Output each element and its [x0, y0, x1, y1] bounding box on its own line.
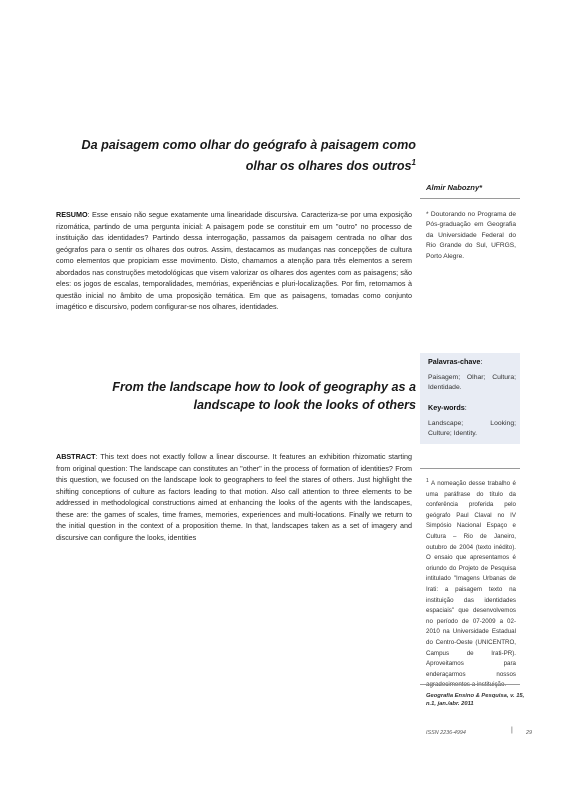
- abstract-pt-label: RESUMO: [56, 210, 88, 219]
- abstract-en: [56, 451, 412, 543]
- footnote-mark: 1: [426, 478, 429, 484]
- article-title-en: From the landscape how to look of geography as a landscape to look the looks of others: [112, 380, 416, 412]
- abstract-pt: [56, 209, 412, 313]
- journal-issn: ISSN 2236-4994: [426, 730, 466, 736]
- abstract-pt-text: : Esse ensaio não segue exatamente uma linearidade discursiva. Caracteriza-se por uma exposição rizomática, partindo de uma pergunta inicial: A paisagem pode se constituir em um "outro" no processo de instituição das identidades? Partindo dessa interrogação, passamos da paisagem centrada no olhar dos geógrafos para o sentir os olhares dos outros. Assim, destacamos as mudanças nas concepções de cultura como elementos que propiciam esse movimento. Disto, chamamos a atenção para três elementos a serem abordados nas construções metodológicas que visem valorizar os olhares dos agentes com as paisagens; são eles: os jogos de escalas, temporalidades, memórias, experiências e pluri-localizações. Por fim, retornamos à questão inicial no âmbito de uma proposição temática. Em que as paisagens, tomadas como conjunto imagético e discursivo, podem configurar-se nos olhares, identidades.: [56, 210, 412, 311]
- footnote-divider: [420, 468, 520, 469]
- journal-reference: Geografia Ensino & Pesquisa, v. 15, n.1, jan./abr. 2011: [426, 693, 525, 708]
- keywords-en-heading: [428, 403, 467, 412]
- journal-divider: [420, 684, 520, 685]
- page-number: 29: [526, 730, 532, 736]
- footnote-text: A nomeação desse trabalho é uma paráfrase do título da conferência proferida pelo geógrafo Paul Claval no IV Simpósio Nacional Espaço e Cultura – Rio de Janeiro, outubro de 2004 (texto inédito). O ensaio que apresentamos é oriundo do Projeto de Pesquisa intitulado "Imagens Urbanas de Irati: a paisagem texto na instituição das identidades espaciais" que desenvolvemos no período de 07-2009 a 02-2010 na Universidade Estadual do Centro-Oeste (UNICENTRO, Campus de Irati-PR). Aproveitamos para enderaçarmos nossos agradecimentos a instituição.: [426, 480, 516, 689]
- abstract-en-text: : This text does not exactly follow a linear discourse. It features an exhibition rhizomatic starting from original question: The landscape can constitutes an "other" in the process of formation of identities? From this question, we focused on the landscape look to geographers to feel the stares of others. Just highlight the shifting conceptions of culture as factors leading to that motion. Also call attention to three elements to be addressed in methodological constructions aimed at enhancing the looks of the agents with the landscapes, these are: the games of scales, time frames, memories, experiences and multi-locations. Finally we return to the initial question in the context of a proposition theme. In that, landscapes taken as a set of imagery and discursive can configure the looks, identities: [56, 452, 412, 542]
- author-affiliation-note: * Doutorando no Programa de Pós-graduação em Geografia da Universidade Federal do Rio Grande do Sul, UFRGS, Porto Alegre.: [426, 211, 516, 260]
- keywords-en-label: Key-words: [428, 403, 465, 412]
- keywords-pt-heading: [428, 357, 482, 366]
- abstract-en-label: ABSTRACT: [56, 452, 96, 461]
- footnote: [426, 476, 516, 691]
- title-footnote-mark: 1: [411, 158, 416, 167]
- article-title-pt: [60, 136, 416, 175]
- keywords-pt-list: Paisagem; Olhar; Cultura; Identidade.: [428, 374, 516, 392]
- keywords-en-list: Landscape; Looking; Culture; Identity.: [428, 420, 516, 438]
- keywords-pt-label: Palavras-chave: [428, 357, 481, 366]
- keywords-pt-colon: :: [480, 357, 483, 366]
- keywords-en-colon: :: [464, 403, 467, 412]
- page-separator: |: [511, 727, 513, 734]
- author-divider: [420, 198, 520, 199]
- author-name: Almir Nabozny*: [426, 183, 483, 192]
- article-title-pt-text: Da paisagem como olhar do geógrafo à paisagem como olhar os olhares dos outros: [81, 138, 416, 174]
